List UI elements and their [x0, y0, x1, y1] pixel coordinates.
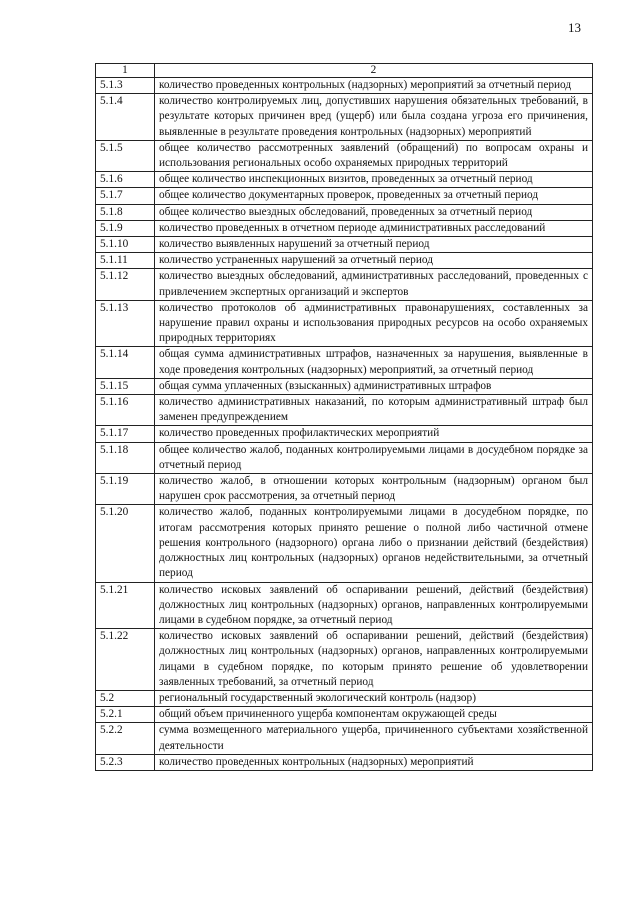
table-row — [96, 172, 593, 188]
table-row — [96, 220, 593, 236]
row-text: количество исковых заявлений об оспаривании решений, действий (бездействия) должностных лиц контрольных (надзорных) органов, направленных контролируемыми лицами в судебном порядке, за отчетный период — [155, 582, 593, 629]
row-text: количество устраненных нарушений за отчетный период — [155, 253, 593, 269]
table-row — [96, 442, 593, 473]
table-row — [96, 253, 593, 269]
row-number: 5.2.3 — [96, 754, 155, 770]
table-row — [96, 690, 593, 706]
table-row — [96, 237, 593, 253]
row-number: 5.1.21 — [96, 582, 155, 629]
table-row — [96, 78, 593, 94]
table-row — [96, 395, 593, 426]
row-text: количество протоколов об административных правонарушениях, составленных за нарушение правил охраны и использования природных ресурсов на особо охраняемых природных территориях — [155, 300, 593, 347]
row-text: количество выездных обследований, административных расследований, проведенных с привлечением экспертных организаций и экспертов — [155, 269, 593, 300]
row-number: 5.2.2 — [96, 723, 155, 754]
table-row — [96, 754, 593, 770]
row-number: 5.1.12 — [96, 269, 155, 300]
row-number: 5.1.6 — [96, 172, 155, 188]
row-text: количество выявленных нарушений за отчетный период — [155, 237, 593, 253]
row-text: общее количество жалоб, поданных контролируемыми лицами в досудебном порядке за отчетный период — [155, 442, 593, 473]
row-number: 5.1.22 — [96, 629, 155, 691]
table-row — [96, 140, 593, 171]
table-header-row — [96, 64, 593, 78]
table-row — [96, 474, 593, 505]
row-text: общее количество документарных проверок, проведенных за отчетный период — [155, 188, 593, 204]
row-number: 5.1.8 — [96, 204, 155, 220]
header-col-2: 2 — [155, 64, 593, 78]
table-row — [96, 582, 593, 629]
indicators-table — [95, 63, 593, 771]
row-text: региональный государственный экологический контроль (надзор) — [155, 690, 593, 706]
row-number: 5.1.14 — [96, 347, 155, 378]
row-text: количество исковых заявлений об оспаривании решений, действий (бездействия) должностных лиц контрольных (надзорных) органов, направленных контролируемыми лицами в судебном порядке, по которым принято решение об удовлетворении заявленных требований, за отчетный период — [155, 629, 593, 691]
row-number: 5.1.20 — [96, 505, 155, 582]
row-text: сумма возмещенного материального ущерба, причиненного субъектами хозяйственной деятельности — [155, 723, 593, 754]
row-number: 5.1.5 — [96, 140, 155, 171]
table-row — [96, 188, 593, 204]
row-number: 5.2.1 — [96, 707, 155, 723]
row-number: 5.1.18 — [96, 442, 155, 473]
header-col-1: 1 — [96, 64, 155, 78]
table-row — [96, 505, 593, 582]
table-row — [96, 723, 593, 754]
row-text: общее количество рассмотренных заявлений (обращений) по вопросам охраны и использования региональных особо охраняемых природных территорий — [155, 140, 593, 171]
row-text: количество контролируемых лиц, допустивших нарушения обязательных требований, в результате которых причинен вред (ущерб) или была создана угроза его причинения, выявленные в результате проведения контрольных (надзорных) мероприятий — [155, 94, 593, 141]
table-row — [96, 94, 593, 141]
row-number: 5.1.9 — [96, 220, 155, 236]
table-row — [96, 707, 593, 723]
row-number: 5.1.11 — [96, 253, 155, 269]
row-number: 5.2 — [96, 690, 155, 706]
row-text: количество жалоб, поданных контролируемыми лицами в досудебном порядке, по итогам рассмотрения которых принято решение о полной либо частичной отмене решения контрольного (надзорного) органа либо о признании действий (бездействия) должностных лиц контрольных (надзорных) органов недействительными, за отчетный период — [155, 505, 593, 582]
row-number: 5.1.10 — [96, 237, 155, 253]
table-row — [96, 378, 593, 394]
table-row — [96, 426, 593, 442]
table-row — [96, 347, 593, 378]
row-number: 5.1.17 — [96, 426, 155, 442]
row-text: общая сумма уплаченных (взысканных) административных штрафов — [155, 378, 593, 394]
row-text: количество административных наказаний, по которым административный штраф был заменен предупреждением — [155, 395, 593, 426]
row-text: количество проведенных контрольных (надзорных) мероприятий за отчетный период — [155, 78, 593, 94]
row-number: 5.1.15 — [96, 378, 155, 394]
row-text: количество проведенных контрольных (надзорных) мероприятий — [155, 754, 593, 770]
row-text: количество жалоб, в отношении которых контрольным (надзорным) органом был нарушен срок рассмотрения, за отчетный период — [155, 474, 593, 505]
row-number: 5.1.16 — [96, 395, 155, 426]
row-text: общий объем причиненного ущерба компонентам окружающей среды — [155, 707, 593, 723]
table-row — [96, 204, 593, 220]
table-row — [96, 629, 593, 691]
row-text: общая сумма административных штрафов, назначенных за нарушения, выявленные в ходе проведения контрольных (надзорных) мероприятий, за отчетный период — [155, 347, 593, 378]
page-number: 13 — [568, 20, 581, 35]
row-text: количество проведенных в отчетном периоде административных расследований — [155, 220, 593, 236]
table-row — [96, 300, 593, 347]
row-number: 5.1.3 — [96, 78, 155, 94]
row-number: 5.1.7 — [96, 188, 155, 204]
row-text: количество проведенных профилактических мероприятий — [155, 426, 593, 442]
row-number: 5.1.13 — [96, 300, 155, 347]
row-text: общее количество инспекционных визитов, проведенных за отчетный период — [155, 172, 593, 188]
row-number: 5.1.19 — [96, 474, 155, 505]
row-text: общее количество выездных обследований, проведенных за отчетный период — [155, 204, 593, 220]
row-number: 5.1.4 — [96, 94, 155, 141]
table-row — [96, 269, 593, 300]
